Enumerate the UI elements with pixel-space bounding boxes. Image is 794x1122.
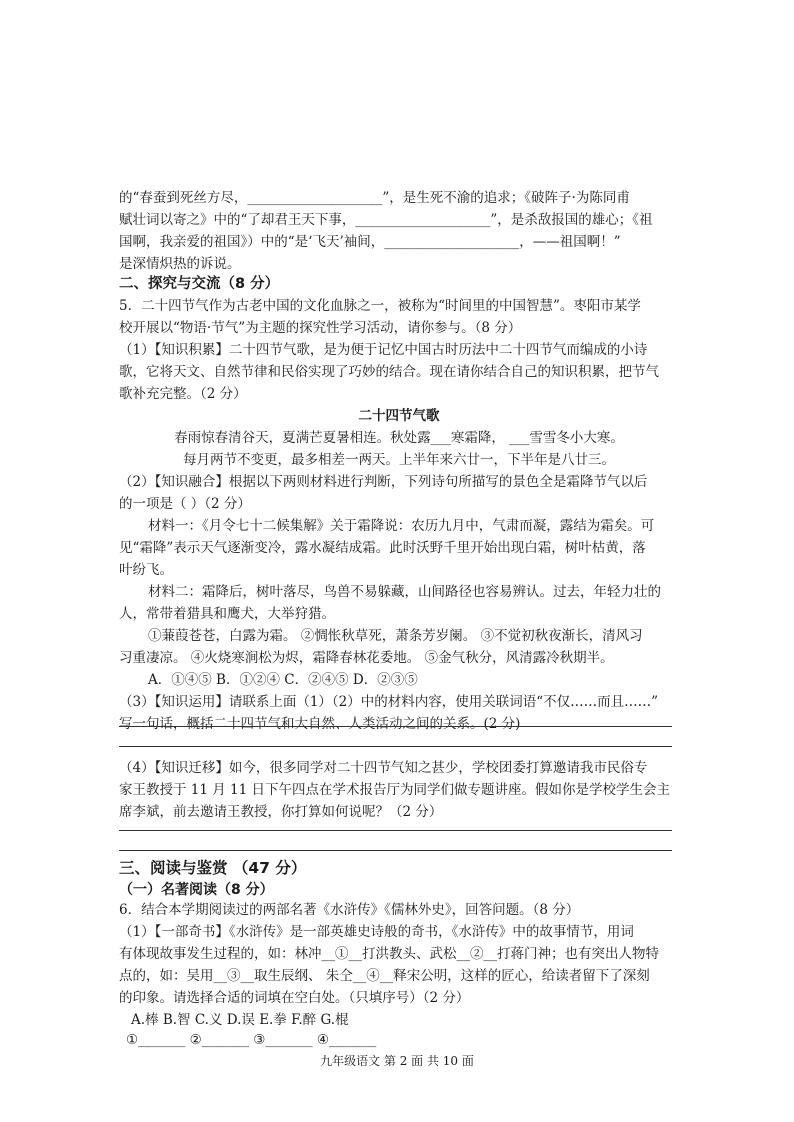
subquestion-4-line: 家王教授于 11 月 11 日下午四点在学术报告厅为同学们做专题讲座。假如你是学校学生会主 [119,782,671,798]
subquestion-4-line: 席李斌，前去邀请王教授，你打算如何说呢？（2 分） [119,804,443,820]
section-heading-inquiry: 二、探究与交流（8 分） [119,276,280,292]
page-footer: 九年级语文 第 2 面 共 10 面 [320,1054,474,1068]
question-6-line: （1）【一部奇书】《水浒传》是一部英雄史诗般的奇书，《水浒传》中的故事情节，用词 [119,924,634,940]
material-one-line: 材料一：《月令七十二候集解》关于霜降说：农历九月中，气肃而凝，露结为霜矣。可 [148,518,655,534]
question-6-line: 有体现故事发生过程的，如：林冲__①__打洪教头、武松__②__打蒋门神；也有突出人物特 [119,946,659,962]
material-one-line: 见“霜降”表示天气逐渐变冷，露水凝结成霜。此时沃野千里开始出现白霜，树叶枯黄，落 [119,540,646,556]
subquestion-4-line: （4）【知识迁移】如今，很多同学对二十四节气知之甚少，学校团委打算邀请我市民俗专 [119,760,648,776]
answer-line[interactable] [119,850,672,851]
question-5-line: 5．二十四节气作为古老中国的文化血脉之一，被称为“时间里的中国智慧”。枣阳市某学 [119,298,641,314]
answer-line[interactable] [119,746,672,747]
answer-choices: A．①④⑤ B．①②④ C．②④⑤ D．②③⑤ [148,672,418,688]
subquestion-2-line: （2）【知识融合】根据以下两则材料进行判断，下列诗句所描写的景色全是霜降节气以后 [119,474,648,490]
text-line: 赋壮词以寄之》中的“了却君王天下事，____________________”，是杀敌报国的雄心；《祖 [119,212,653,228]
text-line: 的“春蚕到死丝方尽，____________________”，是生死不渝的追求；《破阵子·为陈同甫 [119,190,630,206]
subquestion-1-line: 歌，它将天文、自然节律和民俗实现了巧妙的结合。现在请你结合自己的知识积累，把节气 [119,364,659,380]
question-6-line: 点的，如：吴用__③__取生辰纲、 朱仝__④__释宋公明，这样的匠心，给读者留下了深刻 [119,968,650,984]
material-two-line: 人，常带着猎具和鹰犬，大举狩猎。 [119,606,335,622]
poem-title: 二十四节气歌 [358,408,440,424]
answer-line[interactable] [119,726,672,727]
answer-line[interactable] [119,830,672,831]
poem-options-line: ①蒹葭苍苍，白露为霜。 ②惆怅秋草死，萧条芳岁阑。 ③不觉初秋夜渐长，清风习 [148,628,643,644]
subquestion-3-line: 写一句话，概括二十四节气和大自然、人类活动之间的关系。(2 分) [119,716,521,732]
question-6-line: 6．结合本学期阅读过的两部名著《水浒传》《儒林外史》，回答问题。（8 分） [119,902,580,918]
material-one-line: 叶纷飞。 [119,562,173,578]
fill-in-blanks[interactable]: ①_______ ②_______ ③_______ ④_______ [126,1032,377,1048]
poem-options-line: 习重凄凉。 ④火烧寒涧松为烬，霜降春林花委地。 ⑤金气秋分，风清露冷秋期半。 [119,650,614,666]
word-options: A.棒 B.智 C.义 D.误 E.拳 F.醉 G.棍 [131,1012,349,1028]
question-6-line: 的印象。请选择合适的词填在空白处。（只填序号）（2 分） [119,990,470,1006]
subquestion-1-line: 歌补充完整。（2 分） [119,386,247,402]
text-line: 国啊，我亲爱的祖国》）中的“是‘飞天’袖间，____________________，——祖国啊！” [119,234,621,250]
poem-line: 每月两节不变更，最多相差一两天。上半年来六廿一，下半年是八廿三。 [183,452,615,468]
text-line: 是深情炽热的诉说。 [119,256,241,272]
section-heading-reading: 三、阅读与鉴赏 （47 分） [119,859,307,877]
question-5-line: 校开展以“物语·节气”为主题的探究性学习活动，请你参与。（8 分） [119,320,522,336]
subquestion-3-line: （3）【知识运用】请联系上面（1）（2）中的材料内容，使用关联词语“不仅……而且……” [119,694,659,710]
poem-line: 春雨惊春清谷天，夏满芒夏暑相连。秋处露___寒霜降， ___雪雪冬小大寒。 [174,430,624,446]
subquestion-1-line: （1）【知识积累】二十四节气歌，是为便于记忆中国古时历法中二十四节气而编成的小诗 [119,342,648,358]
material-two-line: 材料二：霜降后，树叶落尽，鸟兽不易躲藏，山间路径也容易辨认。过去，年轻力壮的 [148,584,661,600]
subsection-heading-classics: （一）名著阅读（8 分） [119,882,274,898]
subquestion-2-line: 的一项是（ ）（2 分） [119,496,251,512]
